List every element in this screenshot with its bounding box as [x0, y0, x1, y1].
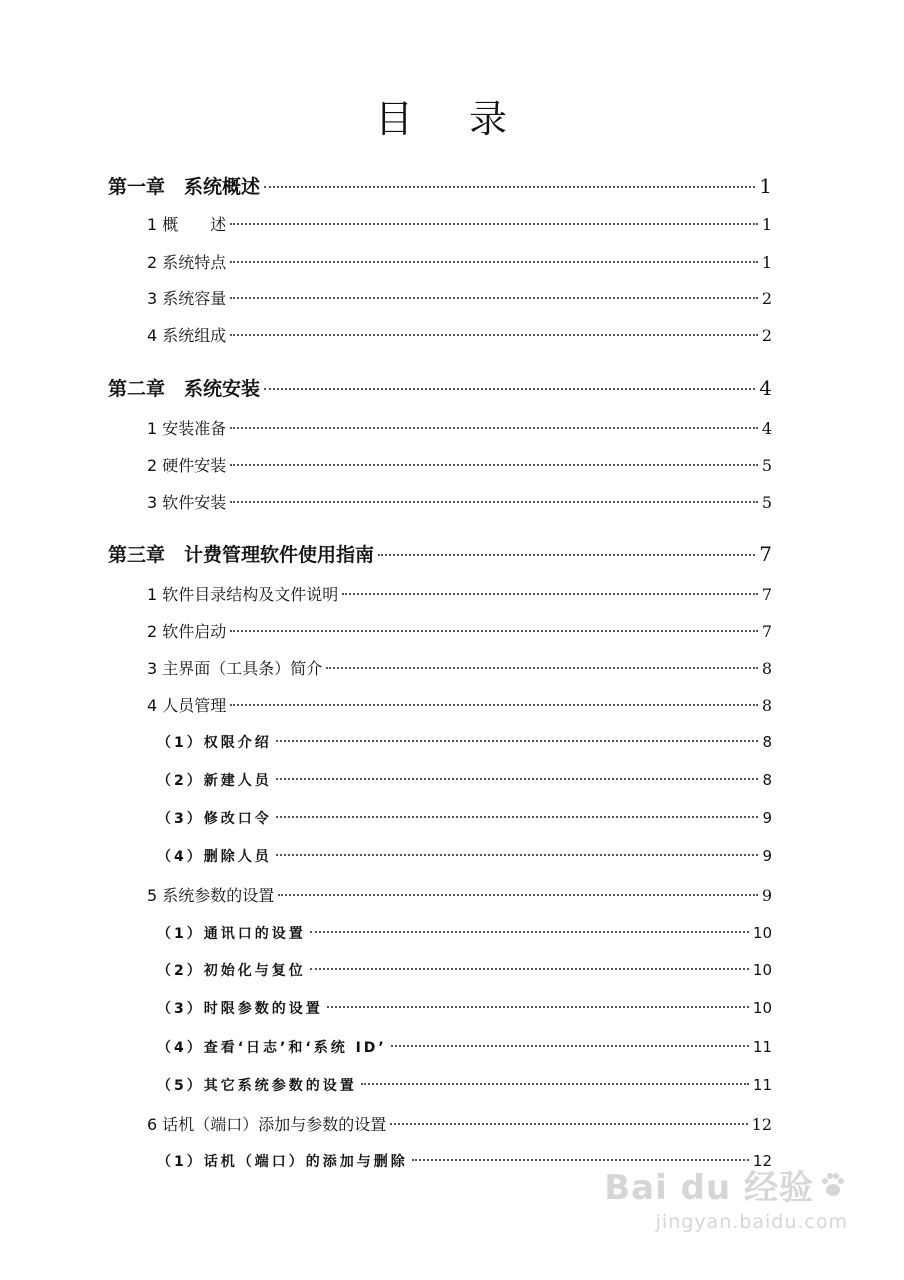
- toc-label: 第一章 系统概述: [108, 176, 261, 198]
- watermark-logo-text: Bai du 经验: [604, 1168, 814, 1208]
- toc-page-number: 5: [761, 493, 772, 512]
- toc-label: 6 话机（端口）添加与参数的设置: [147, 1115, 387, 1134]
- toc-label: 5 系统参数的设置: [147, 886, 275, 905]
- toc-label: 1 概 述: [147, 215, 227, 234]
- toc-leader-dots: [276, 816, 758, 818]
- toc-page-number: 1: [761, 215, 772, 234]
- toc-page-number: 9: [762, 847, 772, 865]
- toc-section[interactable]: [147, 656, 772, 684]
- toc-subsection[interactable]: [157, 998, 772, 1026]
- baidu-jingyan-watermark: [604, 1160, 848, 1233]
- toc-subsection[interactable]: [157, 1075, 772, 1103]
- toc-page-number: 7: [761, 585, 772, 604]
- paw-icon: [818, 1170, 848, 1200]
- toc-label: （4）查看‘日志’和‘系统 ID’: [157, 1040, 387, 1056]
- toc-page-number: 10: [752, 924, 772, 942]
- toc-chapter-3[interactable]: [108, 540, 772, 568]
- toc-leader-dots: [264, 388, 755, 390]
- toc-label: （3）修改口令: [157, 811, 272, 827]
- page-title: 目 录: [374, 97, 530, 141]
- toc-leader-dots: [230, 261, 758, 263]
- toc-page-number: 8: [761, 696, 772, 715]
- toc-page-number: 8: [762, 771, 772, 789]
- toc-section[interactable]: [147, 323, 772, 351]
- toc-section[interactable]: [147, 490, 772, 518]
- toc-page-number: 9: [761, 886, 772, 905]
- toc-leader-dots: [230, 334, 758, 336]
- toc-section[interactable]: [147, 619, 772, 647]
- toc-label: 1 软件目录结构及文件说明: [147, 585, 339, 604]
- toc-label: 4 系统组成: [147, 326, 227, 345]
- toc-label: （1）话机（端口）的添加与删除: [157, 1154, 408, 1170]
- toc-page-number: 11: [752, 1038, 772, 1056]
- toc-label: （1）通讯口的设置: [157, 926, 306, 942]
- toc-label: 2 硬件安装: [147, 456, 227, 475]
- toc-label: （3）时限参数的设置: [157, 1001, 323, 1017]
- toc-subsection[interactable]: [157, 846, 772, 874]
- watermark-url: jingyan.baidu.com: [655, 1211, 848, 1233]
- toc-leader-dots: [327, 1006, 749, 1008]
- toc-leader-dots: [391, 1045, 749, 1047]
- toc-leader-dots: [310, 968, 749, 970]
- toc-leader-dots: [278, 894, 758, 896]
- toc-section[interactable]: [147, 1112, 772, 1140]
- toc-subsection[interactable]: [157, 770, 772, 798]
- toc-label: 2 软件启动: [147, 622, 227, 641]
- toc-page-number: 4: [761, 419, 772, 438]
- toc-leader-dots: [361, 1083, 749, 1085]
- toc-section[interactable]: [147, 416, 772, 444]
- toc-label: （1）权限介绍: [157, 735, 272, 751]
- toc-page-number: 7: [761, 622, 772, 641]
- toc-label: 3 系统容量: [147, 289, 227, 308]
- toc-leader-dots: [264, 186, 755, 188]
- toc-leader-dots: [276, 778, 758, 780]
- toc-leader-dots: [310, 931, 749, 933]
- toc-label: （4）删除人员: [157, 849, 272, 865]
- toc-section[interactable]: [147, 453, 772, 481]
- toc-leader-dots: [378, 554, 755, 556]
- toc-page-number: 2: [761, 289, 772, 308]
- toc-leader-dots: [230, 704, 758, 706]
- toc-section[interactable]: [147, 212, 772, 240]
- toc-label: 3 主界面（工具条）简介: [147, 659, 323, 678]
- toc-leader-dots: [326, 667, 758, 669]
- toc-page-number: 2: [761, 326, 772, 345]
- toc-subsection[interactable]: [157, 808, 772, 836]
- toc-page-number: 10: [752, 999, 772, 1017]
- toc-label: 第三章 计费管理软件使用指南: [108, 544, 375, 566]
- toc-subsection[interactable]: [157, 1037, 772, 1065]
- toc-label: （5）其它系统参数的设置: [157, 1078, 357, 1094]
- toc-page-number: 10: [752, 961, 772, 979]
- toc-leader-dots: [390, 1123, 747, 1125]
- toc-label: （2）初始化与复位: [157, 963, 306, 979]
- toc-leader-dots: [230, 223, 758, 225]
- toc-leader-dots: [276, 854, 758, 856]
- toc-page-number: 9: [762, 809, 772, 827]
- toc-label: 3 软件安装: [147, 493, 227, 512]
- toc-leader-dots: [230, 501, 758, 503]
- toc-page-number: 8: [762, 733, 772, 751]
- toc-leader-dots: [230, 464, 758, 466]
- toc-page-number: 5: [761, 456, 772, 475]
- toc-page-number: 11: [752, 1076, 772, 1094]
- toc-label: 1 安装准备: [147, 419, 227, 438]
- toc-page-number: 1: [759, 174, 772, 198]
- toc-subsection[interactable]: [157, 732, 772, 760]
- toc-label: 4 人员管理: [147, 696, 227, 715]
- toc-label: 第二章 系统安装: [108, 378, 261, 400]
- toc-page-number: 4: [759, 376, 772, 400]
- toc-section[interactable]: [147, 250, 772, 278]
- toc-section[interactable]: [147, 582, 772, 610]
- toc-leader-dots: [276, 740, 758, 742]
- toc-page-number: 12: [751, 1115, 772, 1134]
- toc-leader-dots: [342, 593, 758, 595]
- toc-label: 2 系统特点: [147, 253, 227, 272]
- toc-page-number: 8: [761, 659, 772, 678]
- toc-label: （2）新建人员: [157, 773, 272, 789]
- toc-subsection[interactable]: [157, 923, 772, 951]
- watermark-logo: [604, 1160, 848, 1209]
- toc-subsection[interactable]: [157, 960, 772, 988]
- toc-leader-dots: [230, 427, 758, 429]
- toc-section[interactable]: [147, 693, 772, 721]
- toc-page-number: 1: [761, 253, 772, 272]
- toc-section[interactable]: [147, 286, 772, 314]
- toc-chapter-1[interactable]: [108, 172, 772, 200]
- toc-section[interactable]: [147, 883, 772, 911]
- toc-chapter-2[interactable]: [108, 374, 772, 402]
- toc-page-number: 7: [759, 542, 772, 566]
- toc-leader-dots: [230, 297, 758, 299]
- toc-leader-dots: [230, 630, 758, 632]
- toc-page-number: 12: [752, 1152, 772, 1170]
